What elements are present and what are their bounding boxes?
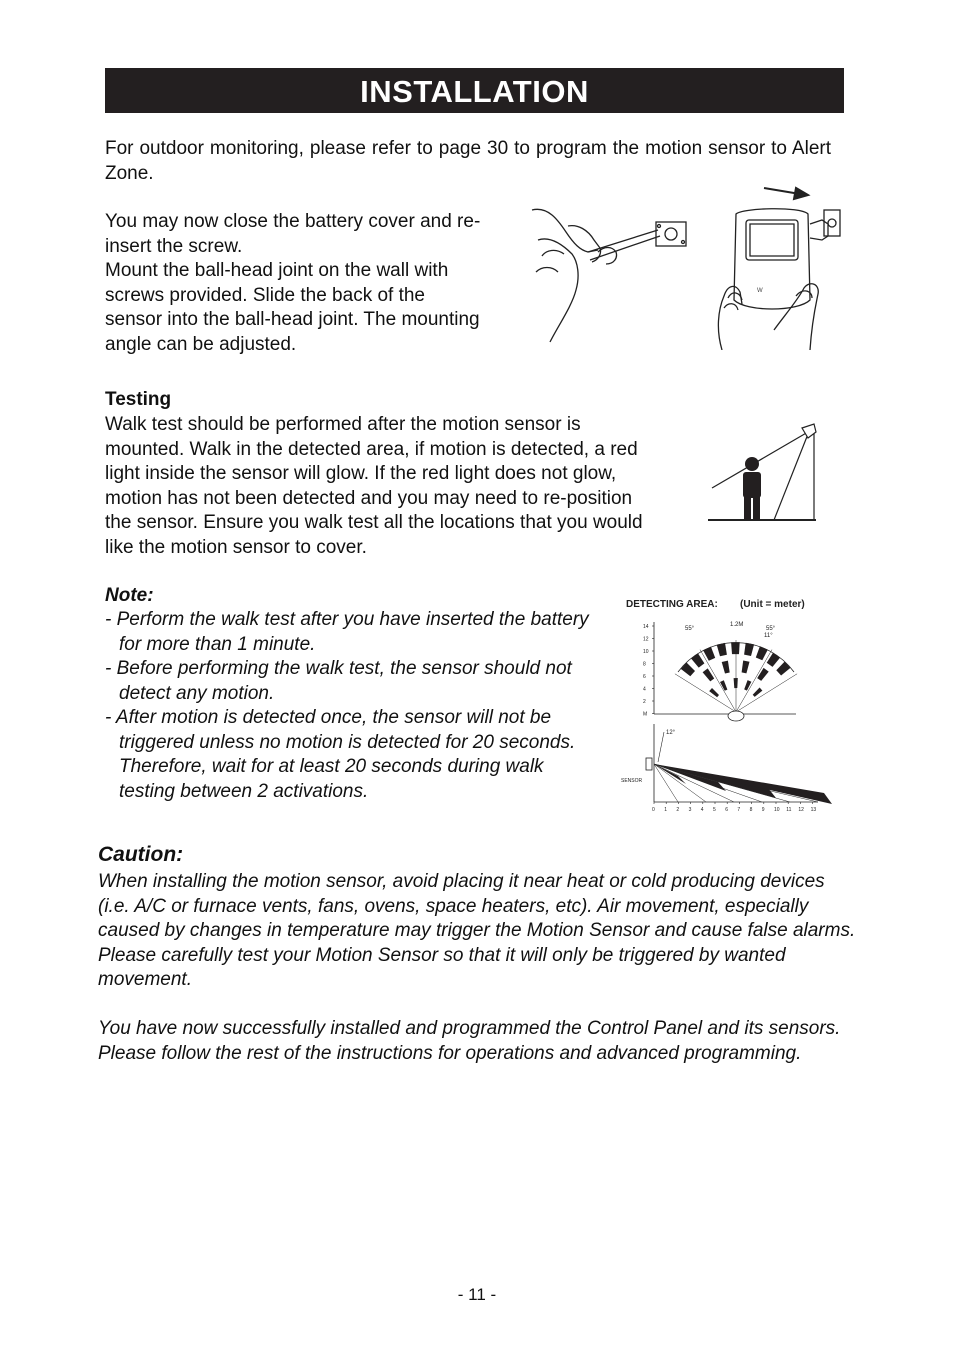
x-tick-label: 13 [810, 807, 817, 813]
detection-zone [776, 662, 790, 676]
x-tick-label: 8 [749, 807, 753, 813]
range-label: 1.2M [730, 622, 744, 628]
y-tick-label: 4 [643, 686, 646, 693]
caution-paragraph: When installing the motion sensor, avoid placing it near heat or cold producing devices (i.e. A/C or furnace vents, fans, ovens, space heaters, etc). Air movement, especially caused by changes in temperature may trigger the Motion Sensor and cause false alarms. Please carefully test your Motion Sensor so that it will only be triggered by wanted movement. [98, 871, 856, 990]
x-tick-label: 9 [761, 807, 765, 813]
zone-ray [700, 650, 736, 712]
detection-zone [709, 688, 719, 697]
angle-right-label: 55° [766, 626, 776, 632]
x-tick-label: 12 [798, 807, 804, 813]
closing-paragraph: You have now successfully installed and programmed the Control Panel and its sensors. Please follow the rest of the instructions for operations and advanced programming. [98, 1018, 841, 1064]
detection-zone [731, 642, 740, 654]
y-tick-label: 10 [643, 649, 649, 655]
testing-heading: Testing [105, 389, 172, 410]
side-angle-label: 12° [666, 730, 676, 736]
page-title: INSTALLATION [105, 68, 844, 113]
y-tick-label: 2 [643, 699, 646, 705]
x-tick-label: 1 [664, 807, 667, 813]
diagram-unit: (Unit = meter) [740, 599, 805, 610]
testing-paragraph: Walk test should be performed after the motion sensor is mounted. Walk in the detected area, if motion is detected, a red light inside the sensor will glow. If the red light does not glow, motion has not been detected and you may need to re-position the sensor. Ensure you walk test all the locations that you would like the motion sensor to cover. [105, 414, 643, 558]
zone-ray [675, 674, 736, 712]
detection-zone [703, 668, 715, 681]
mounting-line-2: Mount the ball-head joint on the wall with screws provided. Slide the back of the sensor into the ball-head joint. The mounting angle can be adjusted. [105, 260, 480, 355]
x-tick-label: 3 [688, 807, 692, 813]
note-item-2: - Before performing the walk test, the sensor should not detect any motion. [105, 658, 572, 704]
beam-line [654, 764, 818, 802]
angle-right-inner-label: 11° [764, 633, 773, 639]
detection-zone [734, 678, 738, 688]
detection-zone [717, 643, 727, 656]
note-item-3: - After motion is detected once, the sensor will not be triggered unless no motion is detected for 20 seconds. Therefore, wait for at least 20 seconds during walk testing between 2 activations. [105, 707, 576, 802]
mounting-illustration [528, 180, 843, 350]
caution-heading: Caution: [98, 843, 184, 866]
mounting-line-1: You may now close the battery cover and re-insert the screw. [105, 211, 481, 257]
detection-zone [742, 661, 750, 674]
page-number: - 11 - [457, 1285, 497, 1304]
mounting-paragraph [105, 210, 485, 357]
person-icon [743, 457, 761, 520]
note-heading: Note: [105, 585, 154, 606]
note-list [105, 608, 595, 804]
detection-zone [757, 668, 769, 681]
x-tick-label: 2 [676, 807, 680, 813]
note-item-1: - Perform the walk test after you have inserted the battery for more than 1 minute. [105, 609, 589, 655]
x-tick-label: 10 [774, 807, 780, 813]
intro-paragraph: For outdoor monitoring, please refer to page 30 to program the motion sensor to Alert Zone. [105, 138, 831, 184]
x-tick-label: 5 [713, 807, 716, 813]
y-tick-label: 14 [643, 624, 649, 630]
detection-zone [756, 646, 768, 660]
x-tick-label: 11 [786, 807, 792, 813]
sensor-label: SENSOR [621, 778, 643, 784]
angle-left-label: 55° [685, 626, 695, 632]
zone-ray [736, 674, 797, 712]
x-tick-label: 4 [700, 807, 704, 813]
walk-test-illustration [704, 420, 820, 524]
detecting-area-diagram [618, 592, 866, 818]
y-tick-label: 8 [643, 661, 646, 668]
y-tick-label: 6 [643, 674, 646, 680]
detection-zone [744, 643, 754, 656]
detection-zone [720, 680, 727, 691]
detection-zone [744, 680, 751, 691]
detection-zone [753, 688, 763, 697]
svg-text:W: W [757, 288, 763, 294]
detection-zone [703, 647, 715, 661]
detection-zone [691, 653, 704, 667]
x-tick-label: 0 [652, 807, 655, 813]
y-tick-label: M [643, 711, 648, 718]
diagram-title: DETECTING AREA: [626, 599, 718, 610]
detection-zone [681, 663, 695, 677]
x-tick-label: 6 [725, 807, 728, 813]
zone-ray [736, 650, 772, 712]
detection-zone [722, 661, 730, 674]
x-tick-label: 7 [737, 807, 741, 813]
detection-zone [767, 653, 780, 667]
y-tick-label: 12 [643, 636, 649, 643]
